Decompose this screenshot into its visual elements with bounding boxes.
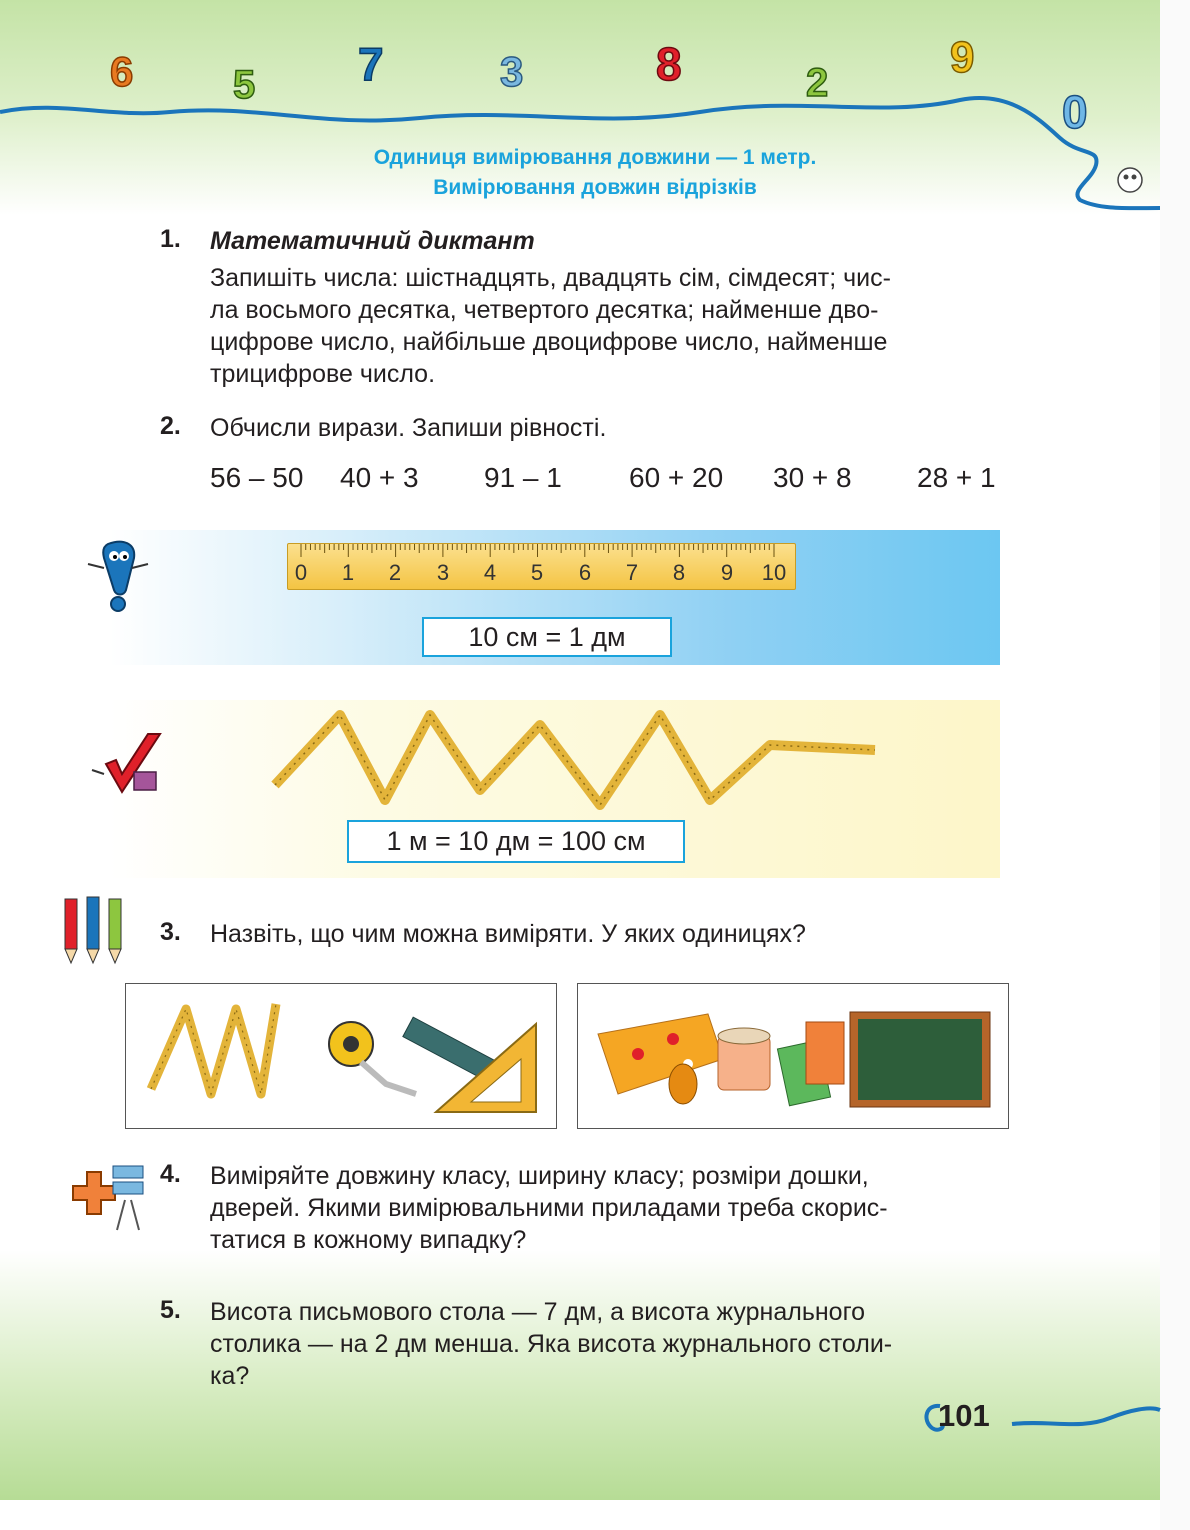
task-1-number: 1. [160, 225, 181, 253]
mascot-eight-icon [656, 38, 682, 90]
title-line-1: Одиниця вимірювання довжини — 1 метр. [373, 146, 817, 169]
expression: 60 + 20 [629, 462, 724, 493]
task-4-number: 4. [160, 1160, 181, 1188]
mascot-three-icon [500, 48, 523, 95]
exclamation-mascot-icon [80, 538, 160, 618]
task-2-text: Обчисли вирази. Запиши рівності. [210, 414, 607, 442]
task-4-line: Виміряйте довжину класу, ширину класу; розміри дошки, [210, 1162, 869, 1190]
math-signs-mascot-icon [65, 1160, 160, 1235]
mascot-five-icon [233, 63, 255, 107]
ruler-label: 9 [720, 560, 734, 585]
mascot-nine-icon [950, 33, 974, 82]
expression: 30 + 8 [773, 462, 852, 493]
mascot-two-icon [806, 61, 828, 105]
svg-text:8: 8 [656, 38, 682, 90]
measuring-tools-icon [126, 984, 556, 1128]
task-5-line: столика — на 2 дм менша. Яка висота журнального столи- [210, 1330, 893, 1358]
ruler-label: 0 [294, 560, 308, 585]
mascot-seven-icon [358, 38, 384, 90]
task-1-body [210, 262, 1000, 390]
ruler-label: 3 [436, 560, 450, 585]
mascot-six-icon [110, 48, 133, 95]
expression: 91 – 1 [484, 462, 562, 493]
mascot-zero-icon [1062, 86, 1088, 138]
title-line-2: Вимірювання довжин відрізків [433, 176, 757, 199]
ruler-label: 8 [672, 560, 686, 585]
svg-text:5: 5 [233, 63, 256, 107]
task-5-line: ка? [210, 1362, 250, 1390]
pencils-mascot-icon [55, 893, 135, 968]
page-number: 101 [938, 1398, 990, 1433]
task-3-number: 3. [160, 918, 181, 946]
task-1-line: цифрове число, найбільше двоцифрове число, найменше [210, 328, 888, 356]
meter-formula: 1 м = 10 дм = 100 см [347, 820, 685, 863]
svg-text:3: 3 [500, 48, 524, 95]
expression: 28 + 1 [917, 462, 996, 493]
svg-text:7: 7 [358, 38, 384, 90]
decimeter-formula: 10 см = 1 дм [422, 617, 672, 657]
svg-text:2: 2 [806, 61, 829, 105]
task-4-body [210, 1160, 1000, 1256]
ruler-label: 1 [341, 560, 355, 585]
task-5-number: 5. [160, 1296, 181, 1324]
folding-meter-icon [270, 705, 880, 815]
task-1-heading: Математичний диктант [210, 227, 535, 255]
task-5-line: Висота письмового стола — 7 дм, а висота журнального [210, 1298, 866, 1326]
ruler-label: 2 [388, 560, 402, 585]
task-4-line: дверей. Якими вимірювальними приладами треба скорис- [210, 1194, 888, 1222]
ruler-label: 4 [483, 560, 497, 585]
ruler-label: 6 [578, 560, 592, 585]
expression: 40 + 3 [340, 462, 419, 493]
task-1-line: Запишіть числа: шістнадцять, двадцять сім, сімдесят; чис- [210, 264, 891, 292]
svg-text:6: 6 [110, 48, 134, 95]
objects-picture [577, 983, 1009, 1129]
svg-text:0: 0 [1062, 86, 1088, 138]
ruler-label: 10 [761, 560, 787, 585]
ruler-ticks-icon [288, 544, 795, 558]
task-4-line: татися в кожному випадку? [210, 1226, 527, 1254]
expression: 56 – 50 [210, 462, 304, 493]
school-ruler [287, 543, 796, 590]
objects-icon [578, 984, 1008, 1128]
mascot-small-character-icon [1118, 168, 1142, 192]
task-3-text: Назвіть, що чим можна виміряти. У яких одиницях? [210, 920, 806, 948]
checkmark-mascot-icon [88, 730, 168, 800]
task-5-body [210, 1296, 1000, 1392]
footer-wave [0, 1380, 1190, 1460]
task-1-line: трицифрове число. [210, 360, 436, 388]
svg-text:9: 9 [950, 33, 975, 82]
task-2-number: 2. [160, 412, 181, 440]
page-title [150, 143, 1040, 203]
measuring-tools-picture [125, 983, 557, 1129]
ruler-label: 5 [530, 560, 544, 585]
ruler-label: 7 [625, 560, 639, 585]
task-1-line: ла восьмого десятка, четвертого десятка; найменше дво- [210, 296, 879, 324]
